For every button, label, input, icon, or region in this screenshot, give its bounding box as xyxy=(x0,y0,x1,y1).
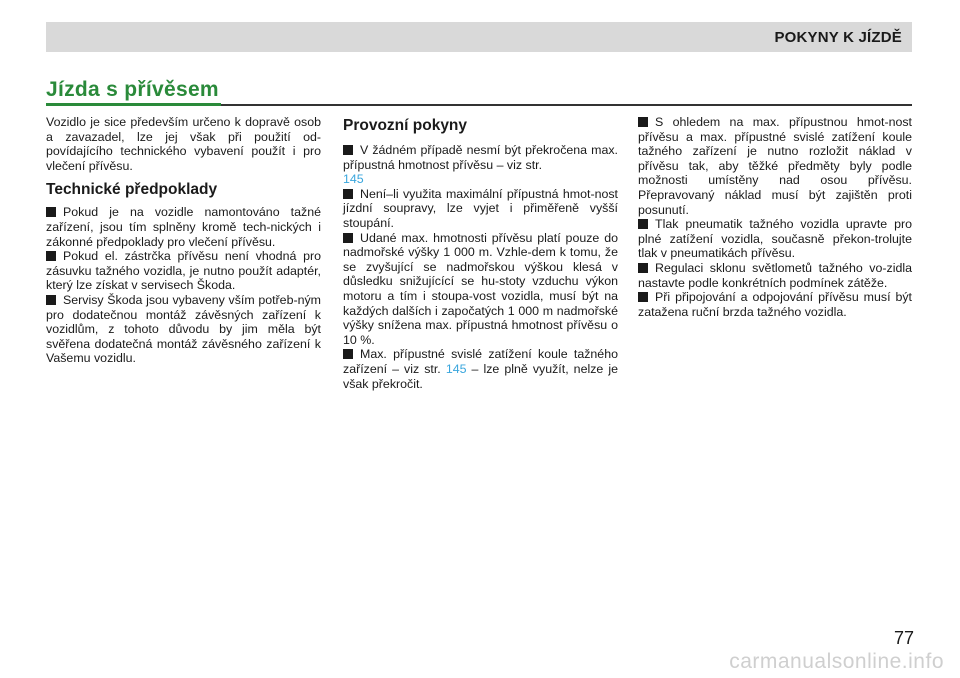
list-item xyxy=(343,231,618,348)
list-item-text: – lze plně využít, nelze je však překročit. xyxy=(343,361,618,391)
list-item-text: V žádném případě nesmí být překročena max. přípustná hmotnost přívěsu – viz str. xyxy=(343,143,618,172)
bullet-icon xyxy=(638,263,648,273)
bullet-icon xyxy=(343,189,353,199)
list-item xyxy=(638,290,912,319)
intro-paragraph: Vozidlo je sice především určeno k dopravě osob a zavazadel, lze jej však při použití od-povídajícího technického vybavení použít i pro vlečení přívěsu. xyxy=(46,115,321,173)
list-item xyxy=(343,143,618,187)
bullet-icon xyxy=(46,295,56,305)
list-item xyxy=(343,187,618,231)
list-item xyxy=(638,115,912,217)
bullet-icon xyxy=(638,219,648,229)
bullet-icon xyxy=(343,145,353,155)
list-item-text: Tlak pneumatik tažného vozidla upravte pro plné zatížení vozidla, současně překon-trolujte tlak v pneumatikách přívěsu. xyxy=(638,217,912,261)
bullet-icon xyxy=(46,207,56,217)
list-item xyxy=(638,261,912,290)
watermark: carmanualsonline.info xyxy=(729,650,944,673)
title-divider-accent xyxy=(46,103,221,106)
column-left xyxy=(46,115,321,366)
list-item-text: Udané max. hmotnosti přívěsu platí pouze do nadmořské výšky 1 000 m. Vzhle-dem k tomu, že se zvyšující se nadmořskou výškou klesá v důsledku snižujícící se hu-stoty vzduchu výkon motoru a tím i stoupa-vost vozidla, musí být na každých dalších i započatých 1 000 m nadmořské výšky snížena max. přípustná hmotnost přívěsu o 10 %. xyxy=(343,230,618,347)
bullet-icon xyxy=(638,292,648,302)
list-item-text: S ohledem na max. přípustnou hmot-nost přívěsu a max. přípustné svislé zatížení koule tažného zařízení je nutno rozložit náklad v přívěsu tak, aby těžké předměty byly podle možnosti umístěny nad osou přívěsu. Přepravovaný náklad musí být zajištěn proti posunutí. xyxy=(638,115,912,217)
bullet-icon xyxy=(343,233,353,243)
page-number: 77 xyxy=(893,628,914,648)
list-item xyxy=(638,217,912,261)
page-reference-link[interactable]: 145 xyxy=(343,172,364,187)
section-heading-operating: Provozní pokyny xyxy=(343,117,468,134)
list-item-text: Servisy Škoda jsou vybaveny vším potřeb-ným pro dodatečnou montáž závěsných zařízení k vozidlům, z tohoto důvodu by jim měla být svěřena dodatečná montáž závěsného zařízení k Vašemu vozidlu. xyxy=(46,292,321,366)
list-item-text: Při připojování a odpojování přívěsu musí být zatažena ruční brzda tažného vozidla. xyxy=(638,290,912,319)
list-item xyxy=(46,249,321,293)
header-bar xyxy=(46,22,912,52)
section-header-title: POKYNY K JÍZDĚ xyxy=(774,29,902,46)
page-title: Jízda s přívěsem xyxy=(46,78,219,101)
list-item xyxy=(46,205,321,249)
list-item-text: Max. přípustné svislé zatížení koule tažného zařízení – viz str. xyxy=(343,347,618,376)
bullet-icon xyxy=(638,117,648,127)
list-item-text: Regulaci sklonu světlometů tažného vo-zidla nastavte podle konkrétních podmínek zátěže. xyxy=(638,260,912,290)
page-reference-link[interactable]: 145 xyxy=(445,361,467,376)
list-item-text: Pokud je na vozidle namontováno tažné zařízení, jsou tím splněny kromě tech-nických i zákonné předpoklady pro vlečení přívěsu. xyxy=(46,205,321,249)
list-item-text: Pokud el. zástrčka přívěsu není vhodná pro zásuvku tažného vozidla, je nutno použít adaptér, který lze získat v servisech Škoda. xyxy=(46,249,321,293)
column-middle xyxy=(343,117,618,391)
section-heading-technical: Technické předpoklady xyxy=(46,181,218,199)
column-right xyxy=(638,115,912,319)
list-item xyxy=(46,293,321,366)
list-item xyxy=(343,347,618,391)
bullet-icon xyxy=(46,251,56,261)
list-item-text: Není–li využita maximální přípustná hmot-nost jízdní soupravy, lze vyjet i přiměřeně vyšší stoupání. xyxy=(343,186,618,230)
bullet-icon xyxy=(343,349,353,359)
